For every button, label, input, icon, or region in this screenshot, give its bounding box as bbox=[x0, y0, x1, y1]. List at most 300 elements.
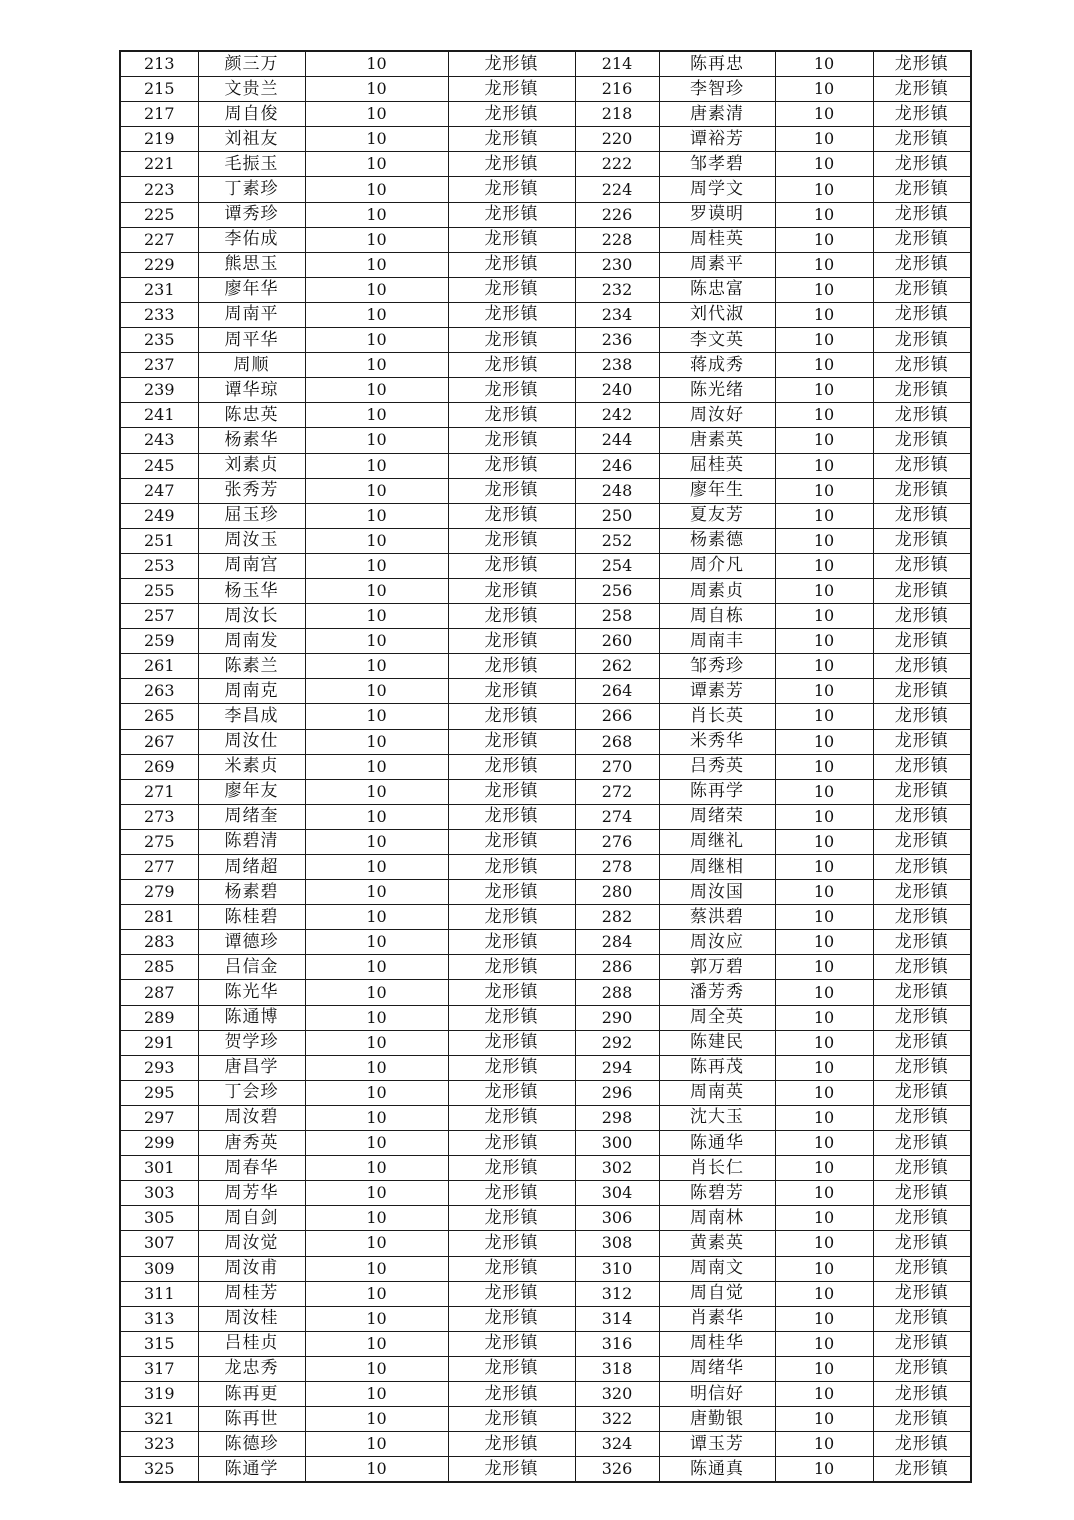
table-row bbox=[120, 654, 971, 679]
right-person-name-cell: 陈碧芳 bbox=[659, 1181, 775, 1206]
right-record-number-cell: 238 bbox=[575, 353, 659, 378]
right-township-cell: 龙形镇 bbox=[873, 754, 971, 779]
right-record-number-cell: 274 bbox=[575, 804, 659, 829]
left-amount-cell: 10 bbox=[305, 1457, 448, 1483]
left-record-number-cell: 293 bbox=[120, 1055, 198, 1080]
right-township-cell: 龙形镇 bbox=[873, 930, 971, 955]
right-township-cell: 龙形镇 bbox=[873, 1281, 971, 1306]
right-township-cell: 龙形镇 bbox=[873, 1131, 971, 1156]
left-township-cell: 龙形镇 bbox=[448, 604, 575, 629]
right-amount-cell: 10 bbox=[775, 855, 873, 880]
table-row bbox=[120, 1156, 971, 1181]
right-record-number-cell: 266 bbox=[575, 704, 659, 729]
left-record-number-cell: 281 bbox=[120, 905, 198, 930]
right-amount-cell: 10 bbox=[775, 1181, 873, 1206]
right-township-cell: 龙形镇 bbox=[873, 152, 971, 177]
right-amount-cell: 10 bbox=[775, 1055, 873, 1080]
right-record-number-cell: 302 bbox=[575, 1156, 659, 1181]
left-township-cell: 龙形镇 bbox=[448, 1080, 575, 1105]
left-record-number-cell: 291 bbox=[120, 1030, 198, 1055]
left-amount-cell: 10 bbox=[305, 829, 448, 854]
right-amount-cell: 10 bbox=[775, 829, 873, 854]
left-record-number-cell: 261 bbox=[120, 654, 198, 679]
left-township-cell: 龙形镇 bbox=[448, 578, 575, 603]
right-person-name-cell: 谭玉芳 bbox=[659, 1432, 775, 1457]
left-record-number-cell: 269 bbox=[120, 754, 198, 779]
right-record-number-cell: 228 bbox=[575, 227, 659, 252]
right-township-cell: 龙形镇 bbox=[873, 804, 971, 829]
right-township-cell: 龙形镇 bbox=[873, 604, 971, 629]
table-row bbox=[120, 1231, 971, 1256]
left-amount-cell: 10 bbox=[305, 51, 448, 77]
table-row bbox=[120, 1080, 971, 1105]
left-township-cell: 龙形镇 bbox=[448, 102, 575, 127]
right-amount-cell: 10 bbox=[775, 252, 873, 277]
left-record-number-cell: 217 bbox=[120, 102, 198, 127]
left-township-cell: 龙形镇 bbox=[448, 77, 575, 102]
left-amount-cell: 10 bbox=[305, 1432, 448, 1457]
right-amount-cell: 10 bbox=[775, 403, 873, 428]
left-record-number-cell: 271 bbox=[120, 779, 198, 804]
right-amount-cell: 10 bbox=[775, 478, 873, 503]
left-township-cell: 龙形镇 bbox=[448, 227, 575, 252]
left-amount-cell: 10 bbox=[305, 880, 448, 905]
left-person-name-cell: 周春华 bbox=[198, 1156, 305, 1181]
right-record-number-cell: 296 bbox=[575, 1080, 659, 1105]
left-amount-cell: 10 bbox=[305, 152, 448, 177]
left-record-number-cell: 313 bbox=[120, 1306, 198, 1331]
left-record-number-cell: 245 bbox=[120, 453, 198, 478]
right-amount-cell: 10 bbox=[775, 553, 873, 578]
right-person-name-cell: 陈通华 bbox=[659, 1131, 775, 1156]
left-person-name-cell: 陈光华 bbox=[198, 980, 305, 1005]
left-record-number-cell: 275 bbox=[120, 829, 198, 854]
table-row bbox=[120, 453, 971, 478]
right-person-name-cell: 陈建民 bbox=[659, 1030, 775, 1055]
left-township-cell: 龙形镇 bbox=[448, 955, 575, 980]
right-amount-cell: 10 bbox=[775, 152, 873, 177]
left-record-number-cell: 321 bbox=[120, 1407, 198, 1432]
right-amount-cell: 10 bbox=[775, 127, 873, 152]
right-person-name-cell: 明信好 bbox=[659, 1381, 775, 1406]
left-person-name-cell: 周绪奎 bbox=[198, 804, 305, 829]
right-person-name-cell: 周自栋 bbox=[659, 604, 775, 629]
left-township-cell: 龙形镇 bbox=[448, 1131, 575, 1156]
left-township-cell: 龙形镇 bbox=[448, 1231, 575, 1256]
left-record-number-cell: 325 bbox=[120, 1457, 198, 1483]
right-record-number-cell: 290 bbox=[575, 1005, 659, 1030]
right-township-cell: 龙形镇 bbox=[873, 1331, 971, 1356]
right-amount-cell: 10 bbox=[775, 905, 873, 930]
table-row bbox=[120, 1407, 971, 1432]
left-record-number-cell: 263 bbox=[120, 679, 198, 704]
table-row bbox=[120, 880, 971, 905]
right-amount-cell: 10 bbox=[775, 654, 873, 679]
left-township-cell: 龙形镇 bbox=[448, 528, 575, 553]
right-record-number-cell: 318 bbox=[575, 1356, 659, 1381]
left-person-name-cell: 陈德珍 bbox=[198, 1432, 305, 1457]
left-person-name-cell: 屈玉珍 bbox=[198, 503, 305, 528]
right-amount-cell: 10 bbox=[775, 729, 873, 754]
left-amount-cell: 10 bbox=[305, 1131, 448, 1156]
left-township-cell: 龙形镇 bbox=[448, 1407, 575, 1432]
left-township-cell: 龙形镇 bbox=[448, 328, 575, 353]
right-township-cell: 龙形镇 bbox=[873, 1156, 971, 1181]
left-person-name-cell: 文贵兰 bbox=[198, 77, 305, 102]
left-township-cell: 龙形镇 bbox=[448, 804, 575, 829]
right-amount-cell: 10 bbox=[775, 955, 873, 980]
left-record-number-cell: 247 bbox=[120, 478, 198, 503]
left-person-name-cell: 周南平 bbox=[198, 302, 305, 327]
left-record-number-cell: 219 bbox=[120, 127, 198, 152]
left-amount-cell: 10 bbox=[305, 1156, 448, 1181]
left-township-cell: 龙形镇 bbox=[448, 679, 575, 704]
left-amount-cell: 10 bbox=[305, 1356, 448, 1381]
right-township-cell: 龙形镇 bbox=[873, 528, 971, 553]
right-person-name-cell: 陈光绪 bbox=[659, 378, 775, 403]
right-person-name-cell: 陈再忠 bbox=[659, 51, 775, 77]
left-record-number-cell: 279 bbox=[120, 880, 198, 905]
left-township-cell: 龙形镇 bbox=[448, 1381, 575, 1406]
right-amount-cell: 10 bbox=[775, 378, 873, 403]
right-township-cell: 龙形镇 bbox=[873, 880, 971, 905]
table-row bbox=[120, 829, 971, 854]
left-record-number-cell: 283 bbox=[120, 930, 198, 955]
left-amount-cell: 10 bbox=[305, 1181, 448, 1206]
right-record-number-cell: 214 bbox=[575, 51, 659, 77]
left-record-number-cell: 251 bbox=[120, 528, 198, 553]
left-township-cell: 龙形镇 bbox=[448, 1156, 575, 1181]
left-person-name-cell: 陈碧清 bbox=[198, 829, 305, 854]
right-township-cell: 龙形镇 bbox=[873, 905, 971, 930]
right-person-name-cell: 肖长英 bbox=[659, 704, 775, 729]
left-record-number-cell: 235 bbox=[120, 328, 198, 353]
right-record-number-cell: 322 bbox=[575, 1407, 659, 1432]
right-township-cell: 龙形镇 bbox=[873, 1055, 971, 1080]
table-row bbox=[120, 152, 971, 177]
roster-body bbox=[120, 51, 971, 1482]
right-township-cell: 龙形镇 bbox=[873, 503, 971, 528]
right-record-number-cell: 268 bbox=[575, 729, 659, 754]
right-amount-cell: 10 bbox=[775, 1457, 873, 1483]
left-person-name-cell: 周自剑 bbox=[198, 1206, 305, 1231]
right-record-number-cell: 240 bbox=[575, 378, 659, 403]
right-record-number-cell: 308 bbox=[575, 1231, 659, 1256]
left-amount-cell: 10 bbox=[305, 328, 448, 353]
left-person-name-cell: 谭秀珍 bbox=[198, 202, 305, 227]
left-person-name-cell: 周南发 bbox=[198, 629, 305, 654]
right-township-cell: 龙形镇 bbox=[873, 1457, 971, 1483]
right-record-number-cell: 260 bbox=[575, 629, 659, 654]
right-township-cell: 龙形镇 bbox=[873, 1030, 971, 1055]
left-person-name-cell: 陈再更 bbox=[198, 1381, 305, 1406]
right-person-name-cell: 周南丰 bbox=[659, 629, 775, 654]
table-row bbox=[120, 980, 971, 1005]
table-row bbox=[120, 1181, 971, 1206]
left-township-cell: 龙形镇 bbox=[448, 478, 575, 503]
right-record-number-cell: 230 bbox=[575, 252, 659, 277]
left-person-name-cell: 张秀芳 bbox=[198, 478, 305, 503]
left-amount-cell: 10 bbox=[305, 403, 448, 428]
left-person-name-cell: 陈通学 bbox=[198, 1457, 305, 1483]
left-record-number-cell: 227 bbox=[120, 227, 198, 252]
table-row bbox=[120, 729, 971, 754]
right-record-number-cell: 306 bbox=[575, 1206, 659, 1231]
left-township-cell: 龙形镇 bbox=[448, 754, 575, 779]
table-row bbox=[120, 1331, 971, 1356]
left-amount-cell: 10 bbox=[305, 905, 448, 930]
right-amount-cell: 10 bbox=[775, 578, 873, 603]
left-person-name-cell: 廖年华 bbox=[198, 277, 305, 302]
right-person-name-cell: 唐素清 bbox=[659, 102, 775, 127]
right-record-number-cell: 286 bbox=[575, 955, 659, 980]
right-township-cell: 龙形镇 bbox=[873, 553, 971, 578]
right-person-name-cell: 陈忠富 bbox=[659, 277, 775, 302]
left-amount-cell: 10 bbox=[305, 252, 448, 277]
right-person-name-cell: 李文英 bbox=[659, 328, 775, 353]
left-person-name-cell: 周汝甫 bbox=[198, 1256, 305, 1281]
right-township-cell: 龙形镇 bbox=[873, 1256, 971, 1281]
table-row bbox=[120, 578, 971, 603]
left-township-cell: 龙形镇 bbox=[448, 1432, 575, 1457]
right-township-cell: 龙形镇 bbox=[873, 353, 971, 378]
right-person-name-cell: 肖长仁 bbox=[659, 1156, 775, 1181]
left-record-number-cell: 239 bbox=[120, 378, 198, 403]
left-township-cell: 龙形镇 bbox=[448, 1105, 575, 1130]
left-township-cell: 龙形镇 bbox=[448, 980, 575, 1005]
left-township-cell: 龙形镇 bbox=[448, 1256, 575, 1281]
left-person-name-cell: 丁会珍 bbox=[198, 1080, 305, 1105]
left-record-number-cell: 317 bbox=[120, 1356, 198, 1381]
right-person-name-cell: 郭万碧 bbox=[659, 955, 775, 980]
right-record-number-cell: 226 bbox=[575, 202, 659, 227]
left-amount-cell: 10 bbox=[305, 302, 448, 327]
right-record-number-cell: 280 bbox=[575, 880, 659, 905]
right-record-number-cell: 326 bbox=[575, 1457, 659, 1483]
right-record-number-cell: 298 bbox=[575, 1105, 659, 1130]
left-record-number-cell: 231 bbox=[120, 277, 198, 302]
right-amount-cell: 10 bbox=[775, 302, 873, 327]
right-amount-cell: 10 bbox=[775, 679, 873, 704]
left-township-cell: 龙形镇 bbox=[448, 302, 575, 327]
left-record-number-cell: 309 bbox=[120, 1256, 198, 1281]
left-amount-cell: 10 bbox=[305, 1030, 448, 1055]
left-township-cell: 龙形镇 bbox=[448, 654, 575, 679]
left-person-name-cell: 周汝长 bbox=[198, 604, 305, 629]
right-township-cell: 龙形镇 bbox=[873, 779, 971, 804]
right-person-name-cell: 邹秀珍 bbox=[659, 654, 775, 679]
left-amount-cell: 10 bbox=[305, 177, 448, 202]
left-person-name-cell: 陈素兰 bbox=[198, 654, 305, 679]
right-record-number-cell: 316 bbox=[575, 1331, 659, 1356]
table-row bbox=[120, 1381, 971, 1406]
right-record-number-cell: 312 bbox=[575, 1281, 659, 1306]
right-amount-cell: 10 bbox=[775, 1231, 873, 1256]
right-record-number-cell: 258 bbox=[575, 604, 659, 629]
table-row bbox=[120, 1030, 971, 1055]
right-person-name-cell: 吕秀英 bbox=[659, 754, 775, 779]
left-amount-cell: 10 bbox=[305, 453, 448, 478]
left-person-name-cell: 陈忠英 bbox=[198, 403, 305, 428]
right-record-number-cell: 248 bbox=[575, 478, 659, 503]
table-row bbox=[120, 754, 971, 779]
right-amount-cell: 10 bbox=[775, 1381, 873, 1406]
left-amount-cell: 10 bbox=[305, 378, 448, 403]
right-township-cell: 龙形镇 bbox=[873, 578, 971, 603]
right-township-cell: 龙形镇 bbox=[873, 1231, 971, 1256]
left-township-cell: 龙形镇 bbox=[448, 428, 575, 453]
left-record-number-cell: 225 bbox=[120, 202, 198, 227]
table-row bbox=[120, 679, 971, 704]
right-township-cell: 龙形镇 bbox=[873, 428, 971, 453]
right-amount-cell: 10 bbox=[775, 1005, 873, 1030]
left-township-cell: 龙形镇 bbox=[448, 1457, 575, 1483]
left-record-number-cell: 233 bbox=[120, 302, 198, 327]
table-row bbox=[120, 202, 971, 227]
left-township-cell: 龙形镇 bbox=[448, 503, 575, 528]
left-person-name-cell: 周绪超 bbox=[198, 855, 305, 880]
table-row bbox=[120, 1306, 971, 1331]
left-person-name-cell: 熊思玉 bbox=[198, 252, 305, 277]
left-township-cell: 龙形镇 bbox=[448, 202, 575, 227]
left-person-name-cell: 廖年友 bbox=[198, 779, 305, 804]
right-record-number-cell: 276 bbox=[575, 829, 659, 854]
left-amount-cell: 10 bbox=[305, 654, 448, 679]
right-record-number-cell: 324 bbox=[575, 1432, 659, 1457]
right-township-cell: 龙形镇 bbox=[873, 403, 971, 428]
right-record-number-cell: 262 bbox=[575, 654, 659, 679]
left-record-number-cell: 253 bbox=[120, 553, 198, 578]
right-township-cell: 龙形镇 bbox=[873, 855, 971, 880]
left-township-cell: 龙形镇 bbox=[448, 1206, 575, 1231]
table-row bbox=[120, 428, 971, 453]
right-record-number-cell: 254 bbox=[575, 553, 659, 578]
right-township-cell: 龙形镇 bbox=[873, 328, 971, 353]
left-person-name-cell: 陈桂碧 bbox=[198, 905, 305, 930]
right-township-cell: 龙形镇 bbox=[873, 177, 971, 202]
left-person-name-cell: 刘素贞 bbox=[198, 453, 305, 478]
right-person-name-cell: 杨素德 bbox=[659, 528, 775, 553]
right-township-cell: 龙形镇 bbox=[873, 955, 971, 980]
left-person-name-cell: 周自俊 bbox=[198, 102, 305, 127]
right-person-name-cell: 李智珍 bbox=[659, 77, 775, 102]
table-row bbox=[120, 1206, 971, 1231]
left-person-name-cell: 谭德珍 bbox=[198, 930, 305, 955]
right-amount-cell: 10 bbox=[775, 51, 873, 77]
right-person-name-cell: 沈大玉 bbox=[659, 1105, 775, 1130]
left-township-cell: 龙形镇 bbox=[448, 453, 575, 478]
left-record-number-cell: 215 bbox=[120, 77, 198, 102]
right-township-cell: 龙形镇 bbox=[873, 1432, 971, 1457]
left-township-cell: 龙形镇 bbox=[448, 905, 575, 930]
right-amount-cell: 10 bbox=[775, 980, 873, 1005]
table-row bbox=[120, 378, 971, 403]
right-township-cell: 龙形镇 bbox=[873, 679, 971, 704]
right-amount-cell: 10 bbox=[775, 779, 873, 804]
table-row bbox=[120, 227, 971, 252]
left-amount-cell: 10 bbox=[305, 353, 448, 378]
left-amount-cell: 10 bbox=[305, 1005, 448, 1030]
left-township-cell: 龙形镇 bbox=[448, 127, 575, 152]
right-record-number-cell: 256 bbox=[575, 578, 659, 603]
left-person-name-cell: 李昌成 bbox=[198, 704, 305, 729]
right-amount-cell: 10 bbox=[775, 754, 873, 779]
left-township-cell: 龙形镇 bbox=[448, 855, 575, 880]
right-record-number-cell: 282 bbox=[575, 905, 659, 930]
left-record-number-cell: 289 bbox=[120, 1005, 198, 1030]
left-amount-cell: 10 bbox=[305, 704, 448, 729]
right-record-number-cell: 310 bbox=[575, 1256, 659, 1281]
left-amount-cell: 10 bbox=[305, 930, 448, 955]
right-person-name-cell: 廖年生 bbox=[659, 478, 775, 503]
table-row bbox=[120, 77, 971, 102]
table-row bbox=[120, 478, 971, 503]
right-record-number-cell: 272 bbox=[575, 779, 659, 804]
left-record-number-cell: 297 bbox=[120, 1105, 198, 1130]
right-person-name-cell: 周南林 bbox=[659, 1206, 775, 1231]
right-amount-cell: 10 bbox=[775, 1156, 873, 1181]
right-amount-cell: 10 bbox=[775, 1206, 873, 1231]
right-amount-cell: 10 bbox=[775, 102, 873, 127]
table-row bbox=[120, 930, 971, 955]
right-person-name-cell: 刘代淑 bbox=[659, 302, 775, 327]
right-township-cell: 龙形镇 bbox=[873, 654, 971, 679]
right-person-name-cell: 周自觉 bbox=[659, 1281, 775, 1306]
right-record-number-cell: 244 bbox=[575, 428, 659, 453]
left-record-number-cell: 259 bbox=[120, 629, 198, 654]
right-amount-cell: 10 bbox=[775, 328, 873, 353]
right-amount-cell: 10 bbox=[775, 77, 873, 102]
table-row bbox=[120, 277, 971, 302]
left-township-cell: 龙形镇 bbox=[448, 729, 575, 754]
right-record-number-cell: 278 bbox=[575, 855, 659, 880]
right-township-cell: 龙形镇 bbox=[873, 77, 971, 102]
left-amount-cell: 10 bbox=[305, 1080, 448, 1105]
right-amount-cell: 10 bbox=[775, 1306, 873, 1331]
right-record-number-cell: 234 bbox=[575, 302, 659, 327]
table-row bbox=[120, 905, 971, 930]
left-person-name-cell: 吕信金 bbox=[198, 955, 305, 980]
left-township-cell: 龙形镇 bbox=[448, 51, 575, 77]
left-record-number-cell: 307 bbox=[120, 1231, 198, 1256]
left-township-cell: 龙形镇 bbox=[448, 152, 575, 177]
table-row bbox=[120, 1005, 971, 1030]
table-row bbox=[120, 403, 971, 428]
left-amount-cell: 10 bbox=[305, 102, 448, 127]
right-record-number-cell: 216 bbox=[575, 77, 659, 102]
right-township-cell: 龙形镇 bbox=[873, 227, 971, 252]
left-amount-cell: 10 bbox=[305, 77, 448, 102]
right-amount-cell: 10 bbox=[775, 1432, 873, 1457]
right-person-name-cell: 潘芳秀 bbox=[659, 980, 775, 1005]
left-amount-cell: 10 bbox=[305, 779, 448, 804]
right-township-cell: 龙形镇 bbox=[873, 378, 971, 403]
right-amount-cell: 10 bbox=[775, 704, 873, 729]
right-amount-cell: 10 bbox=[775, 177, 873, 202]
right-record-number-cell: 246 bbox=[575, 453, 659, 478]
right-record-number-cell: 220 bbox=[575, 127, 659, 152]
right-amount-cell: 10 bbox=[775, 1030, 873, 1055]
right-record-number-cell: 300 bbox=[575, 1131, 659, 1156]
table-row bbox=[120, 955, 971, 980]
right-record-number-cell: 294 bbox=[575, 1055, 659, 1080]
table-row bbox=[120, 1256, 971, 1281]
right-person-name-cell: 周汝国 bbox=[659, 880, 775, 905]
left-record-number-cell: 305 bbox=[120, 1206, 198, 1231]
left-amount-cell: 10 bbox=[305, 578, 448, 603]
right-person-name-cell: 周介凡 bbox=[659, 553, 775, 578]
left-township-cell: 龙形镇 bbox=[448, 1356, 575, 1381]
